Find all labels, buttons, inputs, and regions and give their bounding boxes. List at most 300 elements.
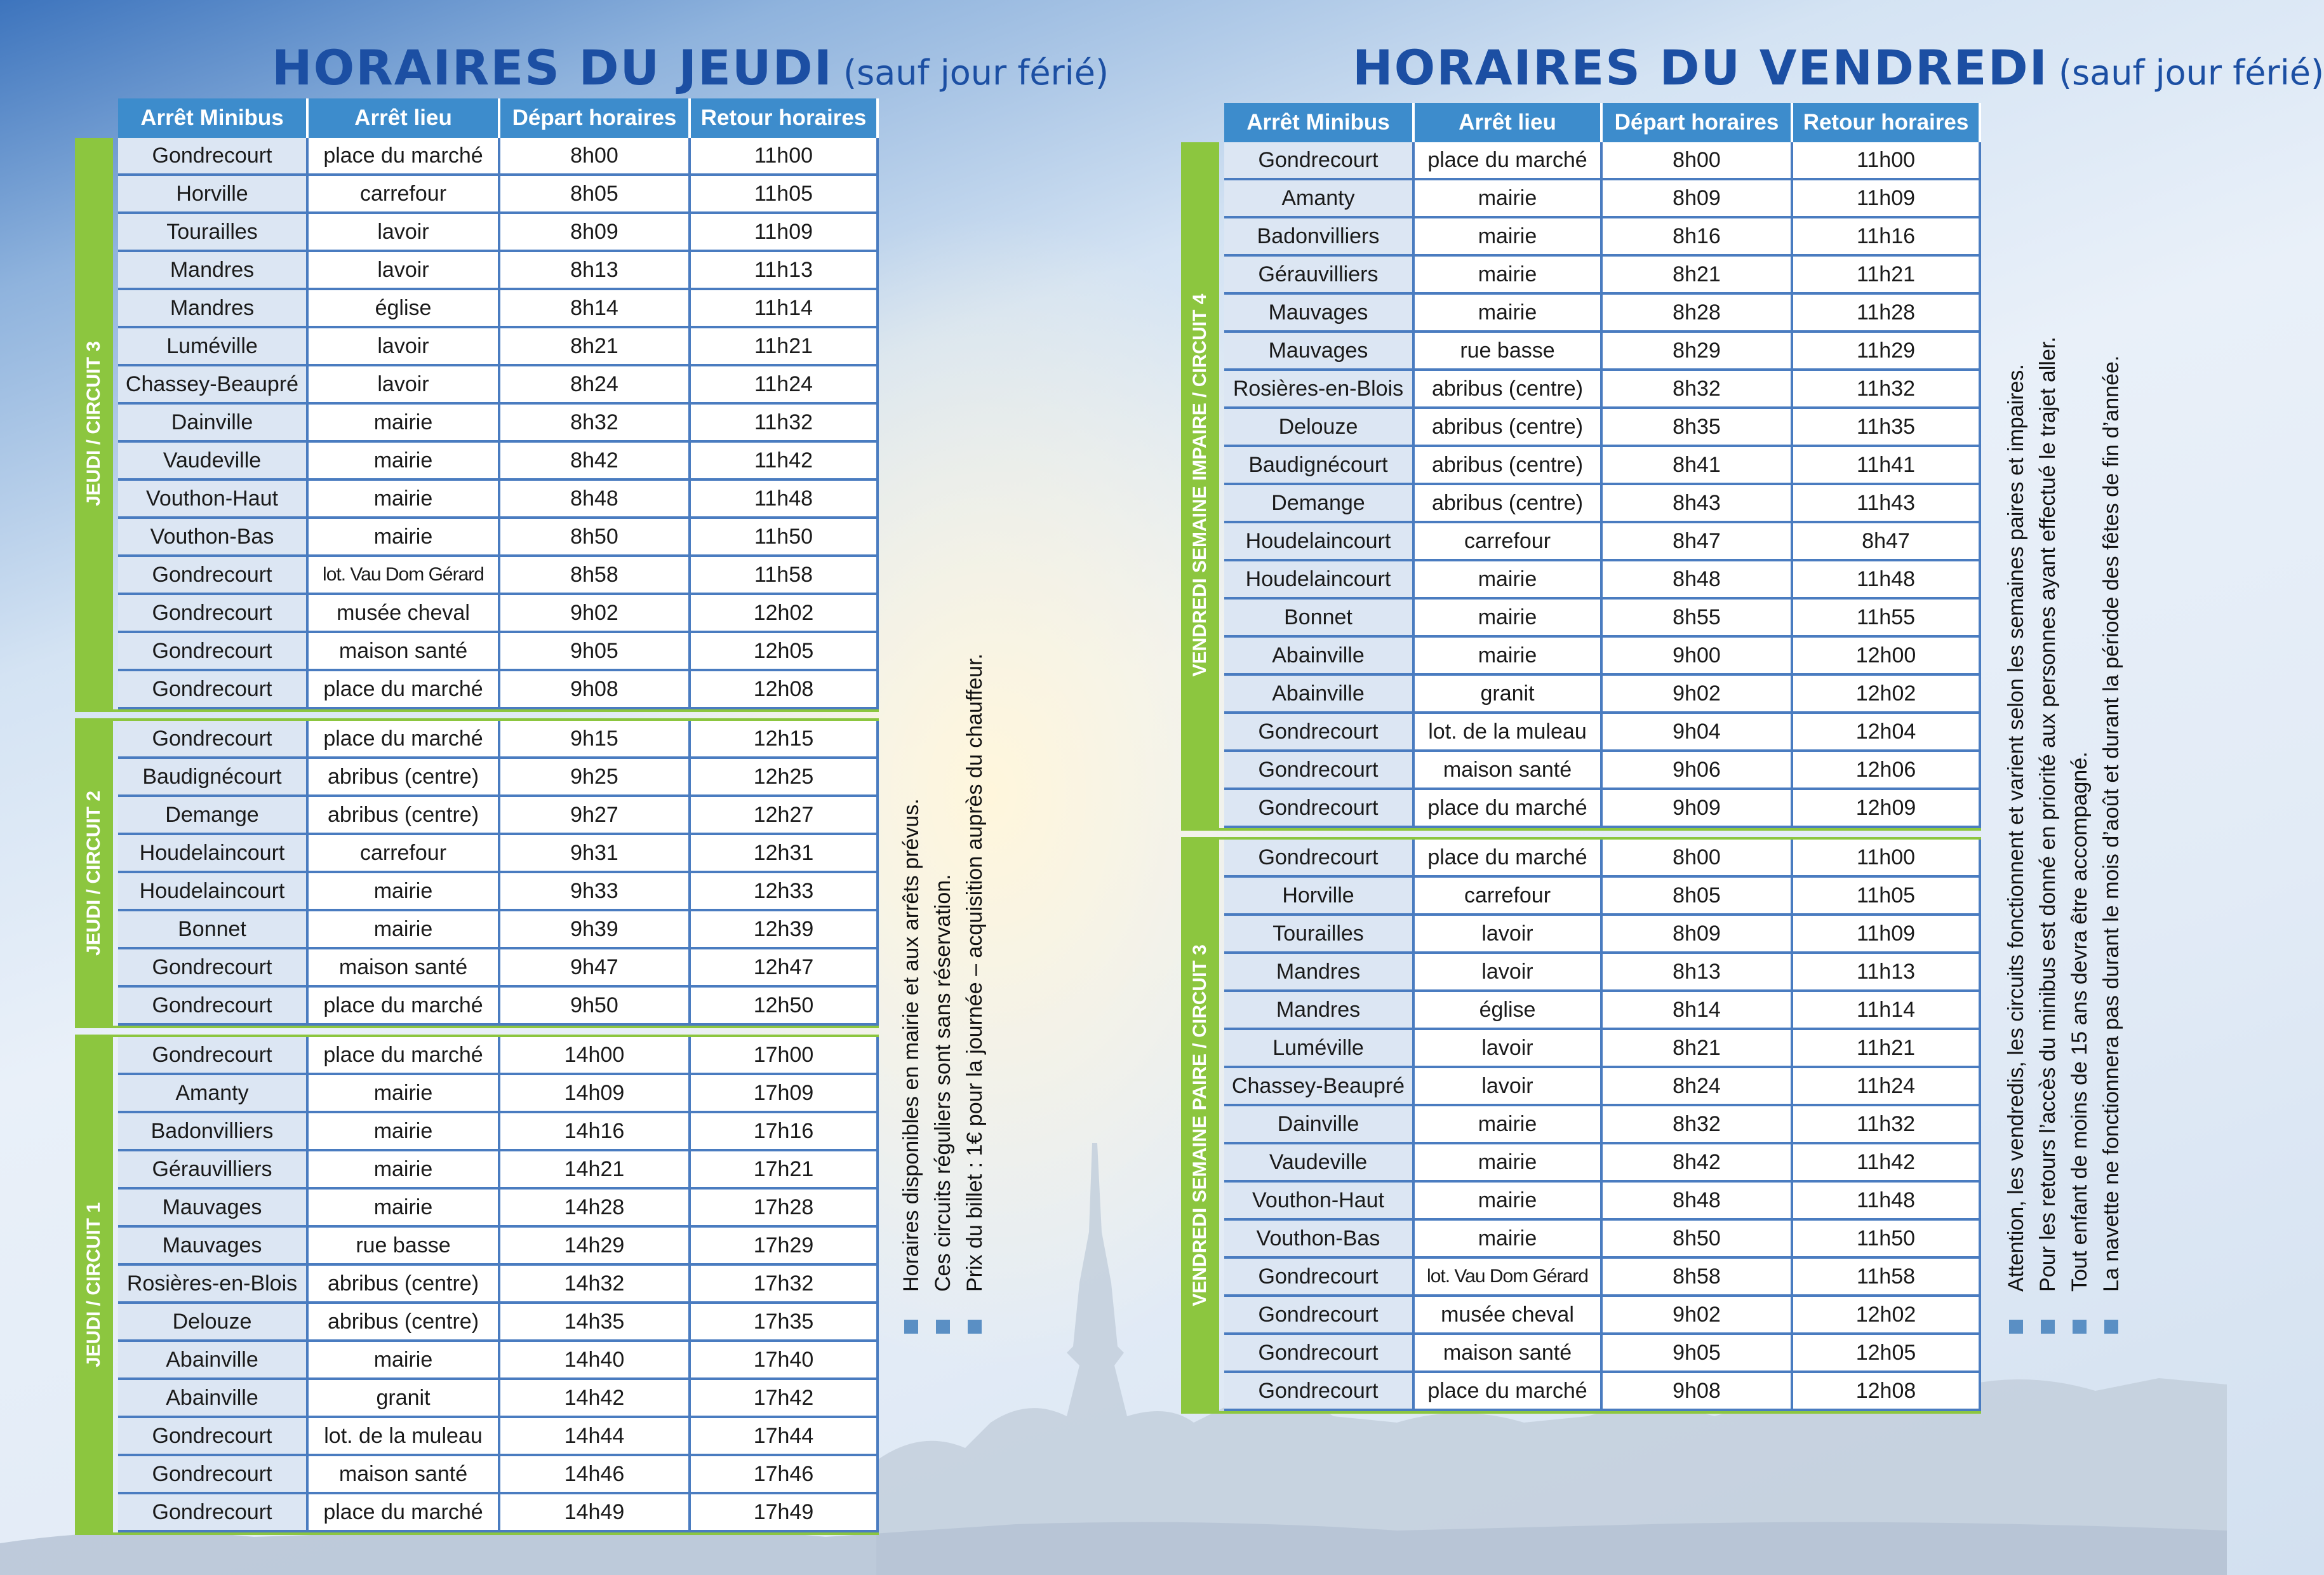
departure-cell: 9h06 [1603, 752, 1793, 790]
stop-cell: Bonnet [1224, 600, 1415, 638]
table-row [1224, 1373, 1981, 1411]
table-row [118, 1190, 879, 1228]
return-cell: 11h05 [691, 176, 879, 214]
place-cell: église [309, 290, 500, 328]
stop-cell: Chassey-Beaupré [1224, 1068, 1415, 1106]
departure-cell: 14h35 [500, 1304, 691, 1342]
table-row [118, 481, 879, 519]
return-cell: 11h09 [1793, 916, 1981, 954]
return-cell: 11h28 [1793, 295, 1981, 333]
header-return: Retour horaires [691, 98, 879, 138]
return-cell: 11h21 [1793, 257, 1981, 295]
departure-cell: 8h14 [1603, 992, 1793, 1030]
table-row [118, 138, 879, 176]
departure-cell: 14h28 [500, 1190, 691, 1228]
departure-cell: 14h00 [500, 1037, 691, 1075]
header-stop: Arrêt Minibus [118, 98, 309, 138]
table-row [118, 595, 879, 633]
return-cell: 11h58 [691, 557, 879, 595]
return-cell: 12h00 [1793, 638, 1981, 676]
departure-cell: 9h08 [1603, 1373, 1793, 1411]
return-cell: 17h28 [691, 1190, 879, 1228]
place-cell: lavoir [309, 328, 500, 366]
header-stop: Arrêt Minibus [1224, 103, 1415, 142]
header-return: Retour horaires [1793, 103, 1981, 142]
place-cell: mairie [1415, 600, 1603, 638]
stop-cell: Abainville [118, 1380, 309, 1418]
stop-cell: Gondrecourt [1224, 142, 1415, 180]
place-cell: maison santé [1415, 1335, 1603, 1373]
stop-cell: Houdelaincourt [1224, 523, 1415, 561]
return-cell: 12h02 [691, 595, 879, 633]
place-cell: maison santé [309, 1456, 500, 1494]
departure-cell: 8h47 [1603, 523, 1793, 561]
header-departure: Départ horaires [500, 98, 691, 138]
stop-cell: Houdelaincourt [1224, 561, 1415, 600]
place-cell: place du marché [309, 1037, 500, 1075]
return-cell: 17h29 [691, 1228, 879, 1266]
return-cell: 11h55 [1793, 600, 1981, 638]
bullet-square-icon [936, 1320, 950, 1334]
return-cell: 11h00 [1793, 840, 1981, 878]
stop-cell: Dainville [1224, 1106, 1415, 1144]
stop-cell: Mauvages [118, 1190, 309, 1228]
notes-right [2000, 337, 2127, 1334]
return-cell: 12h47 [691, 949, 879, 988]
return-cell: 11h14 [1793, 992, 1981, 1030]
return-cell: 11h35 [1793, 409, 1981, 447]
return-cell: 11h00 [1793, 142, 1981, 180]
jeudi-schedule-table [75, 98, 879, 1535]
place-cell: mairie [1415, 180, 1603, 218]
stop-cell: Gondrecourt [1224, 752, 1415, 790]
place-cell: rue basse [309, 1228, 500, 1266]
departure-cell: 8h14 [500, 290, 691, 328]
stop-cell: Horville [118, 176, 309, 214]
departure-cell: 8h13 [1603, 954, 1793, 992]
departure-cell: 8h32 [1603, 1106, 1793, 1144]
table-row [118, 949, 879, 988]
return-cell: 11h48 [1793, 561, 1981, 600]
return-cell: 11h00 [691, 138, 879, 176]
place-cell: mairie [1415, 638, 1603, 676]
stop-cell: Gondrecourt [1224, 1335, 1415, 1373]
circuit-group [75, 138, 879, 712]
place-cell: mairie [1415, 1144, 1603, 1183]
place-cell: maison santé [1415, 752, 1603, 790]
return-cell: 12h27 [691, 797, 879, 835]
departure-cell: 8h16 [1603, 218, 1793, 257]
return-cell: 17h16 [691, 1113, 879, 1151]
place-cell: place du marché [309, 988, 500, 1026]
header-place: Arrêt lieu [309, 98, 500, 138]
departure-cell: 9h08 [500, 671, 691, 709]
place-cell: granit [309, 1380, 500, 1418]
return-cell: 11h21 [691, 328, 879, 366]
table-row [118, 1418, 879, 1456]
note-text: Ces circuits réguliers sont sans réservation. [931, 874, 955, 1292]
place-cell: mairie [309, 1342, 500, 1380]
note-item [927, 653, 959, 1334]
table-row [1224, 600, 1981, 638]
stop-cell: Gondrecourt [1224, 790, 1415, 828]
departure-cell: 14h49 [500, 1494, 691, 1532]
table-row [1224, 840, 1981, 878]
table-row [1224, 1144, 1981, 1183]
stop-cell: Gérauvilliers [1224, 257, 1415, 295]
circuit-label: VENDREDI SEMAINE IMPAIRE / CIRCUIT 4 [1189, 293, 1210, 677]
stop-cell: Mandres [118, 290, 309, 328]
return-cell: 12h33 [691, 873, 879, 911]
circuit-label: JEUDI / CIRCUIT 1 [83, 1202, 104, 1368]
place-cell: mairie [309, 1075, 500, 1113]
table-row [118, 405, 879, 443]
table-header [118, 98, 879, 138]
note-text: La navette ne fonctionnera pas durant le mois d’août et durant la période des fêtes de fin d’année. [2099, 355, 2123, 1292]
jeudi-title-text: HORAIRES DU JEUDI [272, 39, 833, 96]
stop-cell: Vaudeville [118, 443, 309, 481]
return-cell: 8h47 [1793, 523, 1981, 561]
return-cell: 11h24 [691, 366, 879, 405]
table-row [1224, 295, 1981, 333]
place-cell: lavoir [1415, 916, 1603, 954]
departure-cell: 8h09 [500, 214, 691, 252]
stop-cell: Gondrecourt [118, 557, 309, 595]
stop-cell: Gérauvilliers [118, 1151, 309, 1190]
bullet-square-icon [2009, 1320, 2023, 1334]
return-cell: 11h09 [1793, 180, 1981, 218]
stop-cell: Badonvilliers [118, 1113, 309, 1151]
table-row [118, 214, 879, 252]
return-cell: 11h29 [1793, 333, 1981, 371]
stop-cell: Abainville [1224, 638, 1415, 676]
stop-cell: Gondrecourt [118, 1456, 309, 1494]
place-cell: rue basse [1415, 333, 1603, 371]
place-cell: lavoir [1415, 1030, 1603, 1068]
stop-cell: Gondrecourt [1224, 1373, 1415, 1411]
place-cell: place du marché [309, 1494, 500, 1532]
departure-cell: 9h33 [500, 873, 691, 911]
departure-cell: 9h02 [1603, 1297, 1793, 1335]
table-row [1224, 447, 1981, 485]
return-cell: 12h02 [1793, 676, 1981, 714]
return-cell: 17h09 [691, 1075, 879, 1113]
return-cell: 17h35 [691, 1304, 879, 1342]
stop-cell: Rosières-en-Blois [1224, 371, 1415, 409]
vendredi-title [1352, 39, 2324, 96]
return-cell: 12h39 [691, 911, 879, 949]
departure-cell: 9h04 [1603, 714, 1793, 752]
stop-cell: Gondrecourt [118, 633, 309, 671]
departure-cell: 8h00 [1603, 142, 1793, 180]
return-cell: 12h50 [691, 988, 879, 1026]
stop-cell: Gondrecourt [118, 1494, 309, 1532]
place-cell: lot. de la muleau [309, 1418, 500, 1456]
table-row [118, 873, 879, 911]
table-row [1224, 676, 1981, 714]
table-row [118, 1266, 879, 1304]
table-row [1224, 916, 1981, 954]
table-row [118, 988, 879, 1026]
return-cell: 11h24 [1793, 1068, 1981, 1106]
table-row [118, 633, 879, 671]
table-row [118, 1304, 879, 1342]
note-item [2095, 337, 2127, 1334]
stop-cell: Dainville [118, 405, 309, 443]
return-cell: 17h46 [691, 1456, 879, 1494]
stop-cell: Demange [118, 797, 309, 835]
stop-cell: Vouthon-Haut [118, 481, 309, 519]
departure-cell: 8h24 [1603, 1068, 1793, 1106]
departure-cell: 14h09 [500, 1075, 691, 1113]
departure-cell: 8h50 [1603, 1221, 1793, 1259]
place-cell: église [1415, 992, 1603, 1030]
return-cell: 17h00 [691, 1037, 879, 1075]
jeudi-subtitle: (sauf jour férié) [843, 53, 1109, 93]
table-row [1224, 954, 1981, 992]
departure-cell: 14h29 [500, 1228, 691, 1266]
place-cell: maison santé [309, 633, 500, 671]
stop-cell: Vouthon-Haut [1224, 1183, 1415, 1221]
table-row [1224, 523, 1981, 561]
return-cell: 11h13 [691, 252, 879, 290]
note-text: Attention, les vendredis, les circuits fonctionnent et varient selon les semaines paires et impaires. [2004, 364, 2028, 1292]
table-row [1224, 1221, 1981, 1259]
return-cell: 11h13 [1793, 954, 1981, 992]
table-row [1224, 1297, 1981, 1335]
table-header [1224, 103, 1981, 142]
table-row [118, 1037, 879, 1075]
table-row [118, 671, 879, 709]
stop-cell: Rosières-en-Blois [118, 1266, 309, 1304]
departure-cell: 8h09 [1603, 180, 1793, 218]
place-cell: carrefour [1415, 878, 1603, 916]
stop-cell: Abainville [118, 1342, 309, 1380]
stop-cell: Tourailles [1224, 916, 1415, 954]
stop-cell: Luméville [118, 328, 309, 366]
circuit-group [1181, 142, 1981, 831]
note-text: Prix du billet : 1€ pour la journée – acquisition auprès du chauffeur. [963, 653, 987, 1292]
return-cell: 12h04 [1793, 714, 1981, 752]
stop-cell: Gondrecourt [1224, 1259, 1415, 1297]
place-cell: mairie [1415, 1106, 1603, 1144]
table-row [1224, 142, 1981, 180]
header-place: Arrêt lieu [1415, 103, 1603, 142]
departure-cell: 8h42 [500, 443, 691, 481]
return-cell: 11h50 [1793, 1221, 1981, 1259]
departure-cell: 9h27 [500, 797, 691, 835]
jeudi-title [272, 39, 1109, 96]
place-cell: musée cheval [1415, 1297, 1603, 1335]
stop-cell: Mandres [118, 252, 309, 290]
departure-cell: 9h39 [500, 911, 691, 949]
table-row [1224, 561, 1981, 600]
return-cell: 12h08 [1793, 1373, 1981, 1411]
return-cell: 12h15 [691, 721, 879, 759]
return-cell: 11h50 [691, 519, 879, 557]
place-cell: abribus (centre) [309, 759, 500, 797]
place-cell: place du marché [1415, 142, 1603, 180]
stop-cell: Mandres [1224, 954, 1415, 992]
bullet-square-icon [968, 1320, 982, 1334]
stop-cell: Vouthon-Bas [118, 519, 309, 557]
table-row [118, 721, 879, 759]
place-cell: mairie [1415, 1183, 1603, 1221]
place-cell: mairie [309, 519, 500, 557]
place-cell: abribus (centre) [1415, 371, 1603, 409]
stop-cell: Vouthon-Bas [1224, 1221, 1415, 1259]
departure-cell: 9h05 [500, 633, 691, 671]
return-cell: 11h43 [1793, 485, 1981, 523]
return-cell: 12h06 [1793, 752, 1981, 790]
place-cell: place du marché [1415, 790, 1603, 828]
departure-cell: 8h50 [500, 519, 691, 557]
return-cell: 11h32 [691, 405, 879, 443]
table-row [1224, 752, 1981, 790]
place-cell: mairie [309, 1151, 500, 1190]
table-row [1224, 333, 1981, 371]
table-row [1224, 790, 1981, 828]
circuit-label: JEUDI / CIRCUIT 3 [83, 340, 104, 507]
return-cell: 12h05 [1793, 1335, 1981, 1373]
stop-cell: Baudignécourt [118, 759, 309, 797]
table-row [118, 1113, 879, 1151]
table-row [1224, 485, 1981, 523]
place-cell: lavoir [309, 214, 500, 252]
stop-cell: Tourailles [118, 214, 309, 252]
table-row [1224, 371, 1981, 409]
return-cell: 12h02 [1793, 1297, 1981, 1335]
departure-cell: 8h09 [1603, 916, 1793, 954]
departure-cell: 8h48 [500, 481, 691, 519]
departure-cell: 9h02 [1603, 676, 1793, 714]
vendredi-title-text: HORAIRES DU VENDREDI [1352, 39, 2048, 96]
circuit-label-band [75, 1037, 113, 1532]
return-cell: 11h58 [1793, 1259, 1981, 1297]
stop-cell: Chassey-Beaupré [118, 366, 309, 405]
note-text: Pour les retours l’accès du minibus est donné en priorité aux personnes ayant effectué le trajet aller. [2036, 337, 2060, 1292]
stop-cell: Vaudeville [1224, 1144, 1415, 1183]
bullet-square-icon [904, 1320, 918, 1334]
circuit-group [1181, 837, 1981, 1414]
place-cell: mairie [1415, 218, 1603, 257]
table-row [1224, 714, 1981, 752]
departure-cell: 9h50 [500, 988, 691, 1026]
table-row [118, 252, 879, 290]
table-row [118, 1380, 879, 1418]
place-cell: abribus (centre) [309, 1304, 500, 1342]
note-item [2000, 337, 2032, 1334]
table-row [1224, 1183, 1981, 1221]
table-row [1224, 180, 1981, 218]
return-cell: 12h08 [691, 671, 879, 709]
departure-cell: 14h16 [500, 1113, 691, 1151]
notes-left [895, 653, 991, 1334]
circuit-label-band [1181, 840, 1219, 1411]
place-cell: abribus (centre) [1415, 447, 1603, 485]
departure-cell: 9h05 [1603, 1335, 1793, 1373]
departure-cell: 9h15 [500, 721, 691, 759]
return-cell: 12h05 [691, 633, 879, 671]
place-cell: mairie [309, 405, 500, 443]
circuit-label-band [75, 138, 113, 709]
place-cell: lot. de la muleau [1415, 714, 1603, 752]
table-row [1224, 257, 1981, 295]
place-cell: lavoir [1415, 1068, 1603, 1106]
stop-cell: Gondrecourt [1224, 714, 1415, 752]
departure-cell: 14h42 [500, 1380, 691, 1418]
departure-cell: 8h29 [1603, 333, 1793, 371]
stop-cell: Houdelaincourt [118, 835, 309, 873]
table-row [118, 443, 879, 481]
bullet-square-icon [2104, 1320, 2118, 1334]
note-text: Horaires disponibles en mairie et aux arrêts prévus. [899, 798, 923, 1292]
table-row [118, 1494, 879, 1532]
stop-cell: Demange [1224, 485, 1415, 523]
return-cell: 11h42 [691, 443, 879, 481]
place-cell: place du marché [309, 721, 500, 759]
place-cell: lot. Vau Dom Gérard [309, 557, 500, 595]
return-cell: 17h32 [691, 1266, 879, 1304]
return-cell: 11h48 [691, 481, 879, 519]
place-cell: carrefour [309, 835, 500, 873]
place-cell: mairie [1415, 1221, 1603, 1259]
stop-cell: Gondrecourt [1224, 1297, 1415, 1335]
table-row [1224, 1259, 1981, 1297]
table-row [1224, 1335, 1981, 1373]
stop-cell: Amanty [1224, 180, 1415, 218]
note-item [2064, 337, 2095, 1334]
stop-cell: Mauvages [118, 1228, 309, 1266]
circuit-label-band [75, 721, 113, 1026]
departure-cell: 8h55 [1603, 600, 1793, 638]
table-row [118, 366, 879, 405]
vendredi-subtitle: (sauf jour férié) [2058, 53, 2324, 93]
place-cell: place du marché [1415, 840, 1603, 878]
return-cell: 12h09 [1793, 790, 1981, 828]
circuit-label-band [1181, 142, 1219, 828]
place-cell: lavoir [1415, 954, 1603, 992]
table-row [118, 519, 879, 557]
departure-cell: 14h44 [500, 1418, 691, 1456]
departure-cell: 8h05 [1603, 878, 1793, 916]
header-departure: Départ horaires [1603, 103, 1793, 142]
departure-cell: 9h09 [1603, 790, 1793, 828]
departure-cell: 8h28 [1603, 295, 1793, 333]
note-text: Tout enfant de moins de 15 ans devra être accompagné. [2067, 751, 2092, 1292]
place-cell: abribus (centre) [1415, 409, 1603, 447]
circuit-group [75, 1035, 879, 1535]
departure-cell: 14h40 [500, 1342, 691, 1380]
table-row [118, 911, 879, 949]
departure-cell: 8h32 [1603, 371, 1793, 409]
departure-cell: 8h43 [1603, 485, 1793, 523]
stop-cell: Abainville [1224, 676, 1415, 714]
circuit-label: JEUDI / CIRCUIT 2 [83, 790, 104, 956]
table-row [118, 1075, 879, 1113]
stop-cell: Gondrecourt [118, 671, 309, 709]
bullet-square-icon [2073, 1320, 2087, 1334]
stop-cell: Luméville [1224, 1030, 1415, 1068]
departure-cell: 8h48 [1603, 1183, 1793, 1221]
stop-cell: Gondrecourt [118, 721, 309, 759]
departure-cell: 8h21 [1603, 1030, 1793, 1068]
table-row [118, 797, 879, 835]
departure-cell: 9h25 [500, 759, 691, 797]
departure-cell: 8h13 [500, 252, 691, 290]
table-row [118, 176, 879, 214]
place-cell: lavoir [309, 252, 500, 290]
